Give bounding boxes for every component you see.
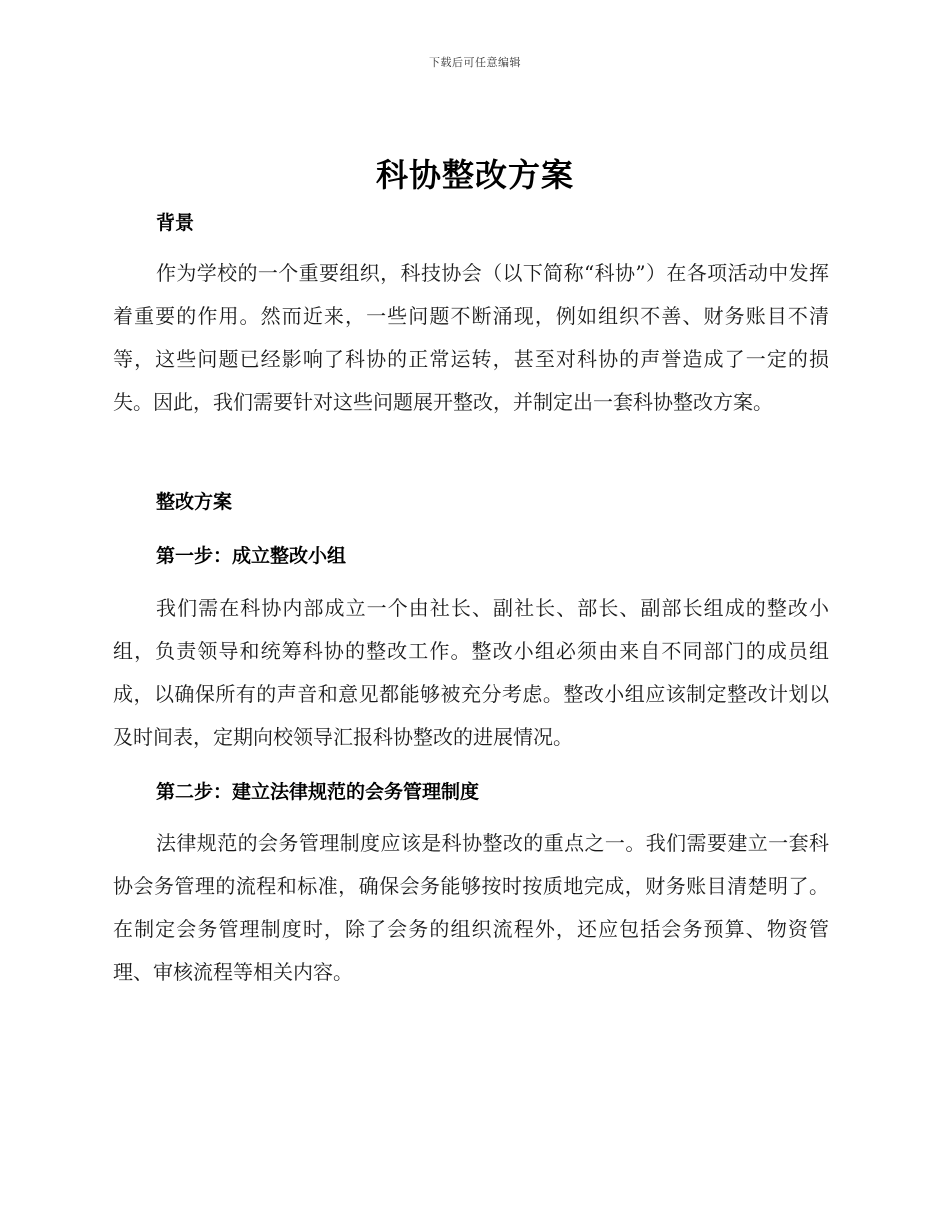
- paragraph-step2: 法律规范的会务管理制度应该是科协整改的重点之一。我们需要建立一套科协会务管理的流程和标准，确保会务能够按时按质地完成，财务账目清楚明了。在制定会务管理制度时，除了会务的组织流程外，还应包括会务预算、物资管理、审核流程等相关内容。: [113, 831, 829, 984]
- section-heading-plan: 整改方案: [156, 491, 233, 513]
- header-note: 下载后可任意编辑: [429, 56, 521, 69]
- paragraph-background: 作为学校的一个重要组织，科技协会（以下简称“科协”）在各项活动中发挥着重要的作用。然而近来，一些问题不断涌现，例如组织不善、财务账目不清等，这些问题已经影响了科协的正常运转，甚至对科协的声誉造成了一定的损失。因此，我们需要针对这些问题展开整改，并制定出一套科协整改方案。: [113, 261, 829, 414]
- document-title: 科协整改方案: [375, 156, 574, 194]
- paragraph-step1: 我们需在科协内部成立一个由社长、副社长、部长、副部长组成的整改小组，负责领导和统筹科协的整改工作。整改小组必须由来自不同部门的成员组成，以确保所有的声音和意见都能够被充分考虑。整改小组应该制定整改计划以及时间表，定期向校领导汇报科协整改的进展情况。: [113, 596, 829, 749]
- section-heading-background: 背景: [156, 212, 195, 234]
- section-heading-step1: 第一步：成立整改小组: [156, 545, 347, 567]
- section-heading-step2: 第二步：建立法律规范的会务管理制度: [156, 781, 480, 803]
